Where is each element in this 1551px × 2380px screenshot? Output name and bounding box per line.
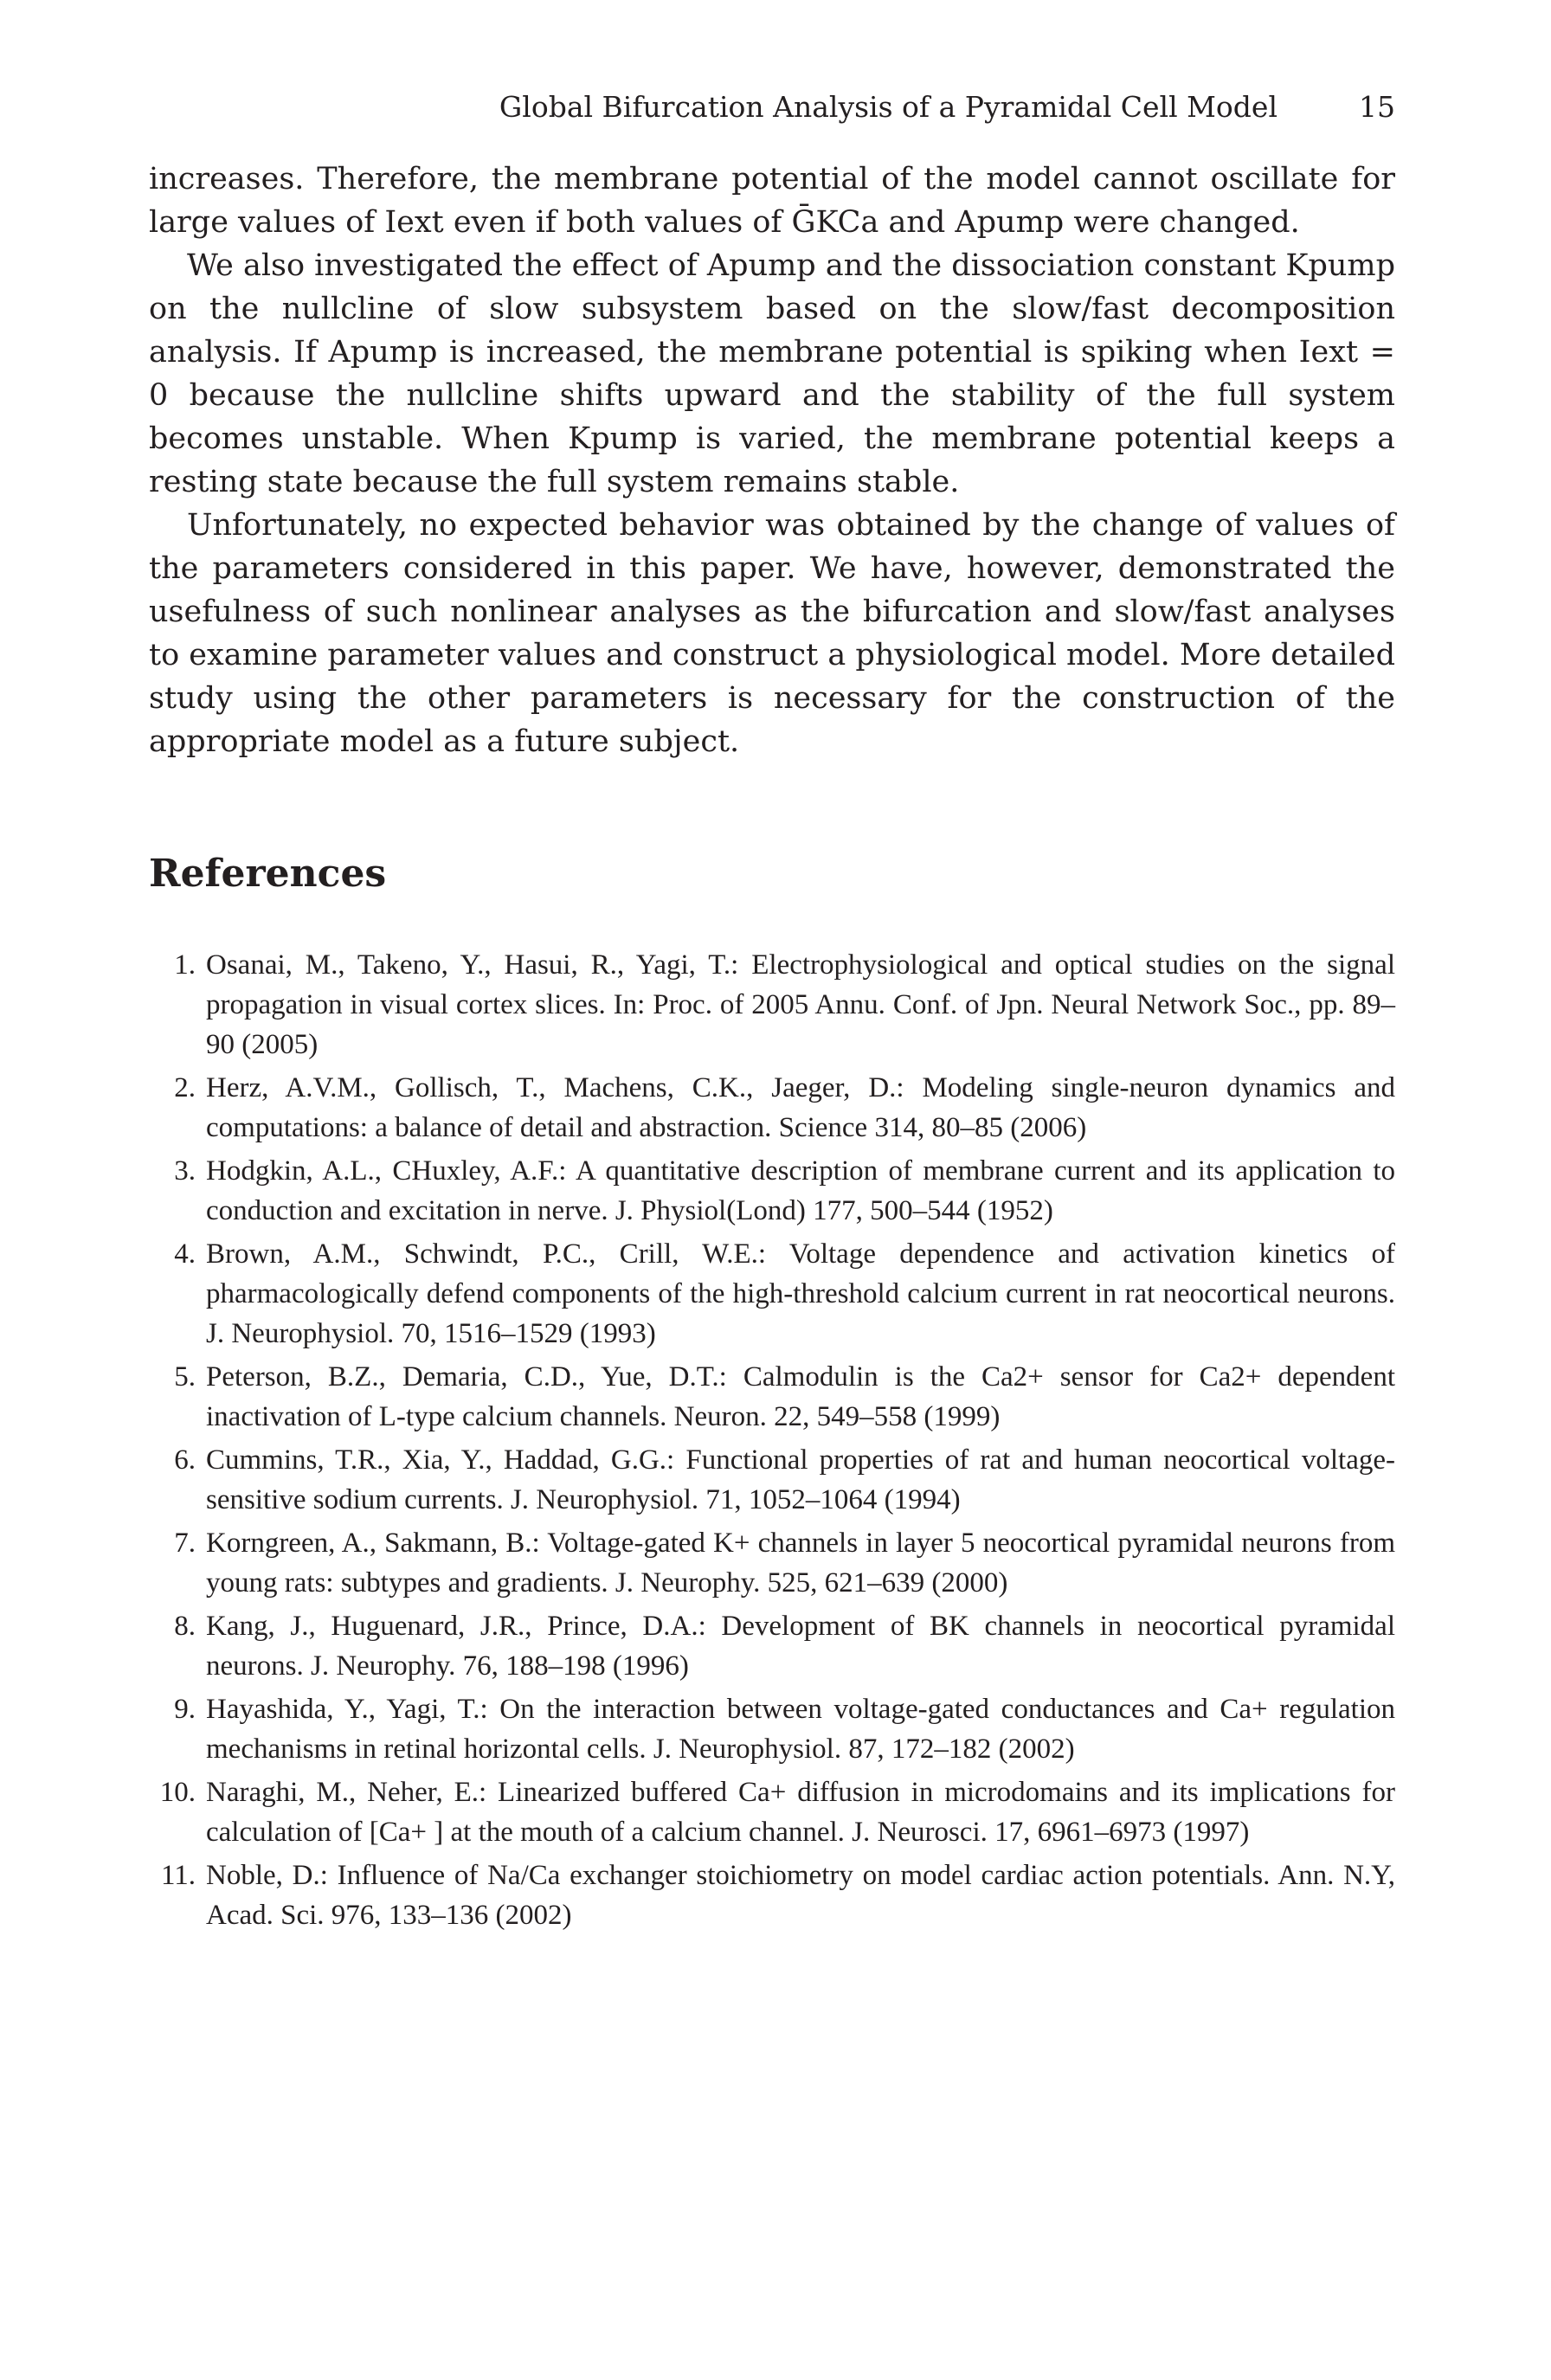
reference-text: Noble, D.: Influence of Na/Ca exchanger stoichiometry on model cardiac action potentials. Ann. N.Y, Acad. Sci. 976, 133–136 (2002) <box>206 1860 1395 1931</box>
reference-text: Brown, A.M., Schwindt, P.C., Crill, W.E.: Voltage dependence and activation kinetics of pharmacologically defend components of the high-threshold calcium current in rat neocortical neurons. J. Neurophysiol. 70, 1516–1529 (1993) <box>206 1238 1395 1349</box>
reference-number: 5. <box>174 1361 196 1393</box>
reference-item <box>149 1068 1395 1148</box>
reference-number: 8. <box>174 1611 196 1642</box>
reference-number: 1. <box>174 949 196 981</box>
reference-item <box>149 1606 1395 1686</box>
running-header <box>149 90 1395 138</box>
reference-text: Osanai, M., Takeno, Y., Hasui, R., Yagi, T.: Electrophysiological and optical studies on the signal propagation in visual cortex slices. In: Proc. of 2005 Annu. Conf. of Jpn. Neural Network Soc., pp. 89–90 (2005) <box>206 949 1395 1060</box>
references-heading: References <box>149 852 387 896</box>
reference-number: 9. <box>174 1694 196 1725</box>
reference-number: 2. <box>174 1072 196 1103</box>
page-number: 15 <box>1359 90 1395 124</box>
reference-item <box>149 1440 1395 1520</box>
reference-text: Cummins, T.R., Xia, Y., Haddad, G.G.: Functional properties of rat and human neocortical voltage-sensitive sodium currents. J. Neurophysiol. 71, 1052–1064 (1994) <box>206 1444 1395 1515</box>
reference-item <box>149 945 1395 1065</box>
reference-number: 4. <box>174 1238 196 1270</box>
reference-text: Kang, J., Huguenard, J.R., Prince, D.A.: Development of BK channels in neocortical pyramidal neurons. J. Neurophy. 76, 188–198 (1996) <box>206 1611 1395 1682</box>
reference-item <box>149 1523 1395 1603</box>
running-title: Global Bifurcation Analysis of a Pyramidal Cell Model <box>499 90 1277 124</box>
reference-text: Korngreen, A., Sakmann, B.: Voltage-gated K+ channels in layer 5 neocortical pyramidal neurons from young rats: subtypes and gradients. J. Neurophy. 525, 621–639 (2000) <box>206 1528 1395 1598</box>
reference-number: 6. <box>174 1444 196 1476</box>
reference-number: 7. <box>174 1528 196 1559</box>
reference-text: Peterson, B.Z., Demaria, C.D., Yue, D.T.: Calmodulin is the Ca2+ sensor for Ca2+ dependent inactivation of L-type calcium channels. Neuron. 22, 549–558 (1999) <box>206 1361 1395 1432</box>
body-text <box>149 158 1395 763</box>
reference-item <box>149 1689 1395 1769</box>
reference-item <box>149 1772 1395 1852</box>
reference-number: 11. <box>160 1860 196 1891</box>
reference-number: 10. <box>159 1777 196 1808</box>
reference-item <box>149 1357 1395 1437</box>
reference-list <box>149 945 1395 1935</box>
reference-number: 3. <box>174 1155 196 1187</box>
paper-page <box>149 90 1395 1939</box>
reference-item <box>149 1151 1395 1231</box>
reference-text: Herz, A.V.M., Gollisch, T., Machens, C.K., Jaeger, D.: Modeling single-neuron dynamics and computations: a balance of detail and abstraction. Science 314, 80–85 (2006) <box>206 1072 1395 1143</box>
reference-text: Hodgkin, A.L., CHuxley, A.F.: A quantitative description of membrane current and its application to conduction and excitation in nerve. J. Physiol(Lond) 177, 500–544 (1952) <box>206 1155 1395 1226</box>
body-paragraph-2: We also investigated the effect of Apump and the dissociation constant Kpump on the nullcline of slow subsystem based on the slow/fast decomposition analysis. If Apump is increased, the membrane potential is spiking when Iext = 0 because the nullcline shifts upward and the stability of the full system becomes unstable. When Kpump is varied, the membrane potential keeps a resting state because the full system remains stable. <box>149 248 1395 499</box>
reference-text: Hayashida, Y., Yagi, T.: On the interaction between voltage-gated conductances and Ca+ regulation mechanisms in retinal horizontal cells. J. Neurophysiol. 87, 172–182 (2002) <box>206 1694 1395 1765</box>
body-paragraph-1: increases. Therefore, the membrane potential of the model cannot oscillate for large values of Iext even if both values of ḠKCa and Apump were changed. <box>149 162 1395 240</box>
reference-text: Naraghi, M., Neher, E.: Linearized buffered Ca+ diffusion in microdomains and its implications for calculation of [Ca+ ] at the mouth of a calcium channel. J. Neurosci. 17, 6961–6973 (1997) <box>206 1777 1395 1848</box>
reference-item <box>149 1856 1395 1935</box>
body-paragraph-3: Unfortunately, no expected behavior was obtained by the change of values of the parameters considered in this paper. We have, however, demonstrated the usefulness of such nonlinear analyses as the bifurcation and slow/fast analyses to examine parameter values and construct a physiological model. More detailed study using the other parameters is necessary for the construction of the appropriate model as a future subject. <box>149 508 1395 759</box>
reference-item <box>149 1234 1395 1354</box>
